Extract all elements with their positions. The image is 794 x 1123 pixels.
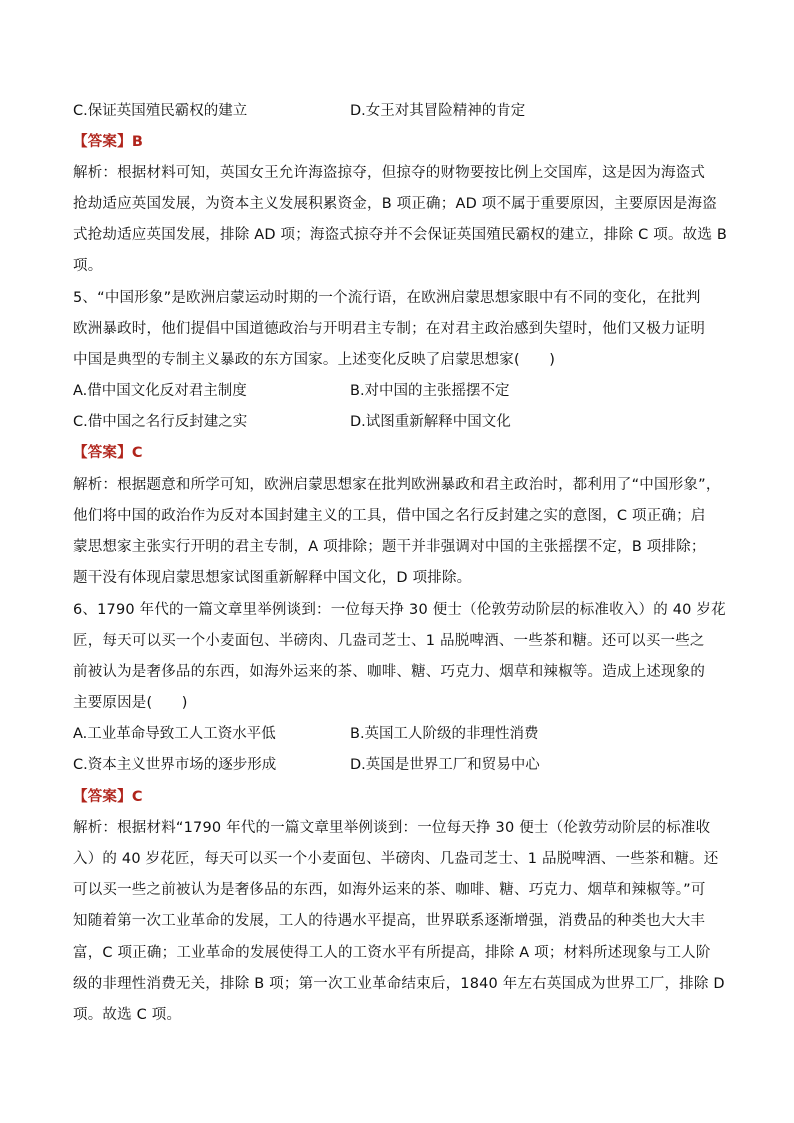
answer-value: C [131,789,143,805]
analysis-line: 他们将中国的政治作为反对本国封建主义的工具，借中国之名行反封建之实的意图，C 项正确；启 [73,508,706,524]
analysis-line: 级的非理性消费无关，排除 B 项；第一次工业革命结束后，1840 年左右英国成为世界工厂，排除 D [73,976,725,992]
answer-label: 【答案】 [73,134,132,150]
analysis-line: 抢劫适应英国发展，为资本主义发展积累资金，B 项正确；AD 项不属于重要原因，主要原因是海盗 [73,196,717,212]
analysis-line: 蒙思想家主张实行开明的君主专制，A 项排除；题干并非强调对中国的主张摇摆不定，B 项排除； [73,539,706,555]
analysis-line: 富，C 项正确；工业革命的发展使得工人的工资水平有所提高，排除 A 项；材料所述现象与工人阶 [73,945,711,961]
analysis-line: 可以买一些之前被认为是奢侈品的东西，如海外运来的茶、咖啡、糖、巧克力、烟草和辣椒等。”可 [73,882,706,898]
option-b: B.对中国的主张摇摆不定 [350,383,510,399]
answer-label: 【答案】 [73,445,132,461]
analysis-line: 知随着第一次工业革命的发展，工人的待遇水平提高，世界联系逐渐增强，消费品的种类也大大丰 [73,913,706,929]
answer-value: C [131,445,143,461]
analysis-line: 解析：根据题意和所学可知，欧洲启蒙思想家在批判欧洲暴政和君主政治时，都利用了“中国形象”， [73,477,721,493]
question-stem-line: 6、1790 年代的一篇文章里举例谈到：一位每天挣 30 便士（伦敦劳动阶层的标准收入）的 40 岁花 [73,602,726,618]
analysis-line: 题干没有体现启蒙思想家试图重新解释中国文化，D 项排除。 [73,570,472,586]
option-d: D.试图重新解释中国文化 [350,414,511,430]
option-c: C.资本主义世界市场的逐步形成 [73,757,277,773]
option-a: A.借中国文化反对君主制度 [73,383,247,399]
analysis-line: 解析：根据材料可知，英国女王允许海盗掠夺，但掠夺的财物要按比例上交国库，这是因为海盗式 [73,165,706,181]
answer-line [73,787,723,807]
analysis-line: 项。 [73,258,103,274]
analysis-line: 解析：根据材料“1790 年代的一篇文章里举例谈到：一位每天挣 30 便士（伦敦劳动阶层的标准收 [73,820,711,836]
analysis-line: 式抢劫适应英国发展，排除 AD 项；海盗式掠夺并不会保证英国殖民霸权的建立，排除 C 项。故选 B [73,227,727,243]
analysis-line: 项。故选 C 项。 [73,1007,182,1023]
option-d: D.英国是世界工厂和贸易中心 [350,757,540,773]
analysis-line: 入）的 40 岁花匠，每天可以买一个小麦面包、半磅肉、几盎司芝士、1 品脱啤酒、一些茶和糖。还 [73,851,719,867]
option-c: C.保证英国殖民霸权的建立 [73,103,248,119]
option-c: C.借中国之名行反封建之实 [73,414,248,430]
option-b: B.英国工人阶级的非理性消费 [350,726,539,742]
question-stem-line: 前被认为是奢侈品的东西，如海外运来的茶、咖啡、糖、巧克力、烟草和辣椒等。造成上述现象的 [73,664,706,680]
answer-line [73,132,723,152]
question-stem-line: 中国是典型的专制主义暴政的东方国家。上述变化反映了启蒙思想家( ) [73,352,556,368]
question-stem-line: 匠，每天可以买一个小麦面包、半磅肉、几盎司芝士、1 品脱啤酒、一些茶和糖。还可以买一些之 [73,633,705,649]
answer-label: 【答案】 [73,789,132,805]
answer-line [73,443,723,463]
question-stem-line: 主要原因是( ) [73,695,188,711]
option-a: A.工业革命导致工人工资水平低 [73,726,276,742]
answer-value: B [131,134,144,150]
question-stem-line: 5、“中国形象”是欧洲启蒙运动时期的一个流行语，在欧洲启蒙思想家眼中有不同的变化，在批判 [73,290,701,306]
option-d: D.女王对其冒险精神的肯定 [350,103,526,119]
question-stem-line: 欧洲暴政时，他们提倡中国道德政治与开明君主专制；在对君主政治感到失望时，他们又极力证明 [73,321,706,337]
